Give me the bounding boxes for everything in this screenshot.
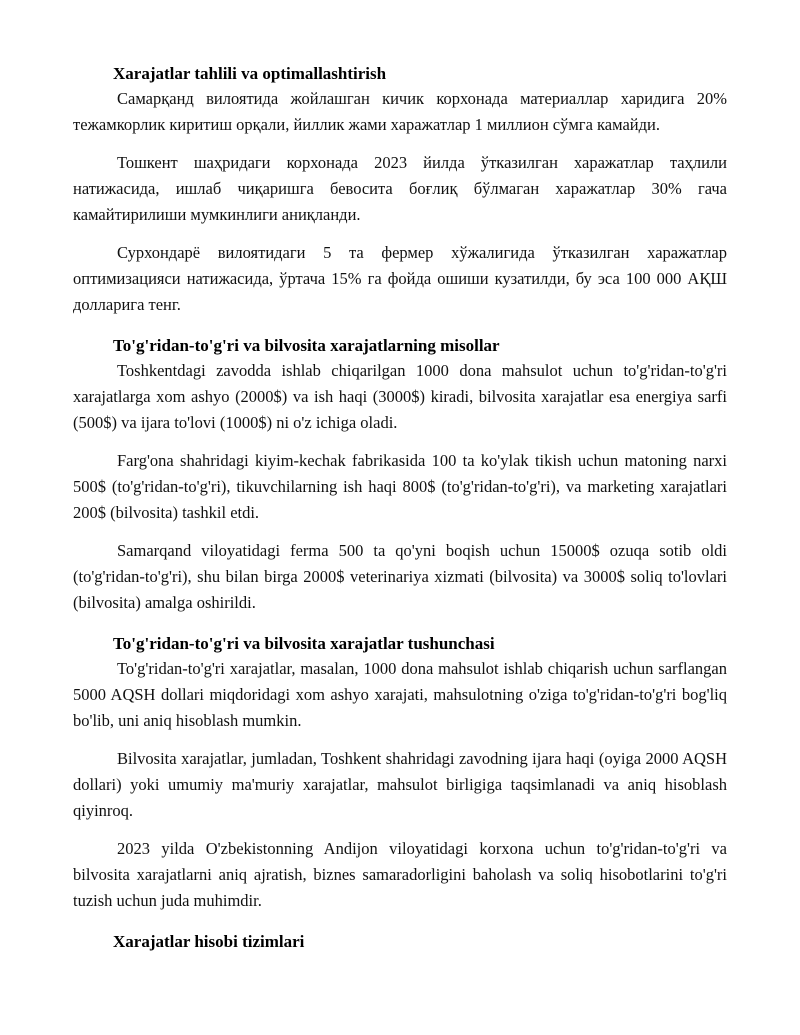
section-heading: Xarajatlar tahlili va optimallashtirish [113, 64, 387, 83]
paragraph: 2023 yilda O'zbekistonning Andijon viloyatidagi korxona uchun to'g'ridan-to'g'ri va bilvosita xarajatlarni aniq ajratish, biznes samaradorligini baholash va soliq hisobotlarini to'g'ri tuzish uchun juda muhimdir. [73, 839, 727, 910]
section-xarajatlar-tushunchasi [73, 632, 727, 914]
section-heading: To'g'ridan-to'g'ri va bilvosita xarajatlarning misollar [113, 336, 500, 355]
paragraph: Toshkentdagi zavodda ishlab chiqarilgan 1000 dona mahsulot uchun to'g'ridan-to'g'ri xarajatlarga xom ashyo (2000$) va ish haqi (3000$) kiradi, bilvosita xarajatlar esa energiya sarfi (500$) va ijara to'lovi (1000$) ni o'z ichiga oladi. [73, 361, 727, 432]
paragraph: Farg'ona shahridagi kiyim-kechak fabrikasida 100 ta ko'ylak tikish uchun matoning narxi 500$ (to'g'ridan-to'g'ri), tikuvchilarning ish haqi 800$ (to'g'ridan-to'g'ri), va marketing xarajatlari 200$ (bilvosita) tashkil etdi. [73, 451, 727, 522]
section-xarajatlar-tahlili [73, 62, 727, 318]
paragraph: Тошкент шаҳридаги корхонада 2023 йилда ўтказилган харажатлар таҳлили натижасида, ишлаб чиқаришга бевосита боғлиқ бўлмаган харажатлар 30% гача камайтирилиши мумкинлиги аниқланди. [73, 153, 727, 224]
section-xarajatlar-misollar [73, 334, 727, 616]
paragraph: Samarqand viloyatidagi ferma 500 ta qo'yni boqish uchun 15000$ ozuqa sotib oldi (to'g'ridan-to'g'ri), shu bilan birga 2000$ veterinariya xizmati (bilvosita) va 3000$ soliq to'lovlari (bilvosita) amalga oshirildi. [73, 541, 727, 612]
paragraph: To'g'ridan-to'g'ri xarajatlar, masalan, 1000 dona mahsulot ishlab chiqarish uchun sarflangan 5000 AQSH dollari miqdoridagi xom ashyo xarajati, mahsulotning o'ziga to'g'ridan-to'g'ri bog'liq bo'lib, uni aniq hisoblash mumkin. [73, 659, 727, 730]
paragraph: Bilvosita xarajatlar, jumladan, Toshkent shahridagi zavodning ijara haqi (oyiga 2000 AQSH dollari) yoki umumiy ma'muriy xarajatlar, mahsulot birligiga taqsimlanadi va aniq hisoblash qiyinroq. [73, 749, 727, 820]
paragraph: Самарқанд вилоятида жойлашган кичик корхонада материаллар харидига 20% тежамкорлик киритиш орқали, йиллик жами харажатлар 1 миллион сўмга камайди. [73, 89, 727, 134]
section-heading: To'g'ridan-to'g'ri va bilvosita xarajatlar tushunchasi [113, 634, 495, 653]
section-heading: Xarajatlar hisobi tizimlari [113, 932, 305, 951]
paragraph: Сурхондарё вилоятидаги 5 та фермер хўжалигида ўтказилган харажатлар оптимизацияси натижасида, ўртача 15% га фойда ошиши кузатилди, бу эса 100 000 АҚШ долларига тенг. [73, 243, 727, 314]
section-xarajatlar-hisobi [73, 930, 727, 954]
